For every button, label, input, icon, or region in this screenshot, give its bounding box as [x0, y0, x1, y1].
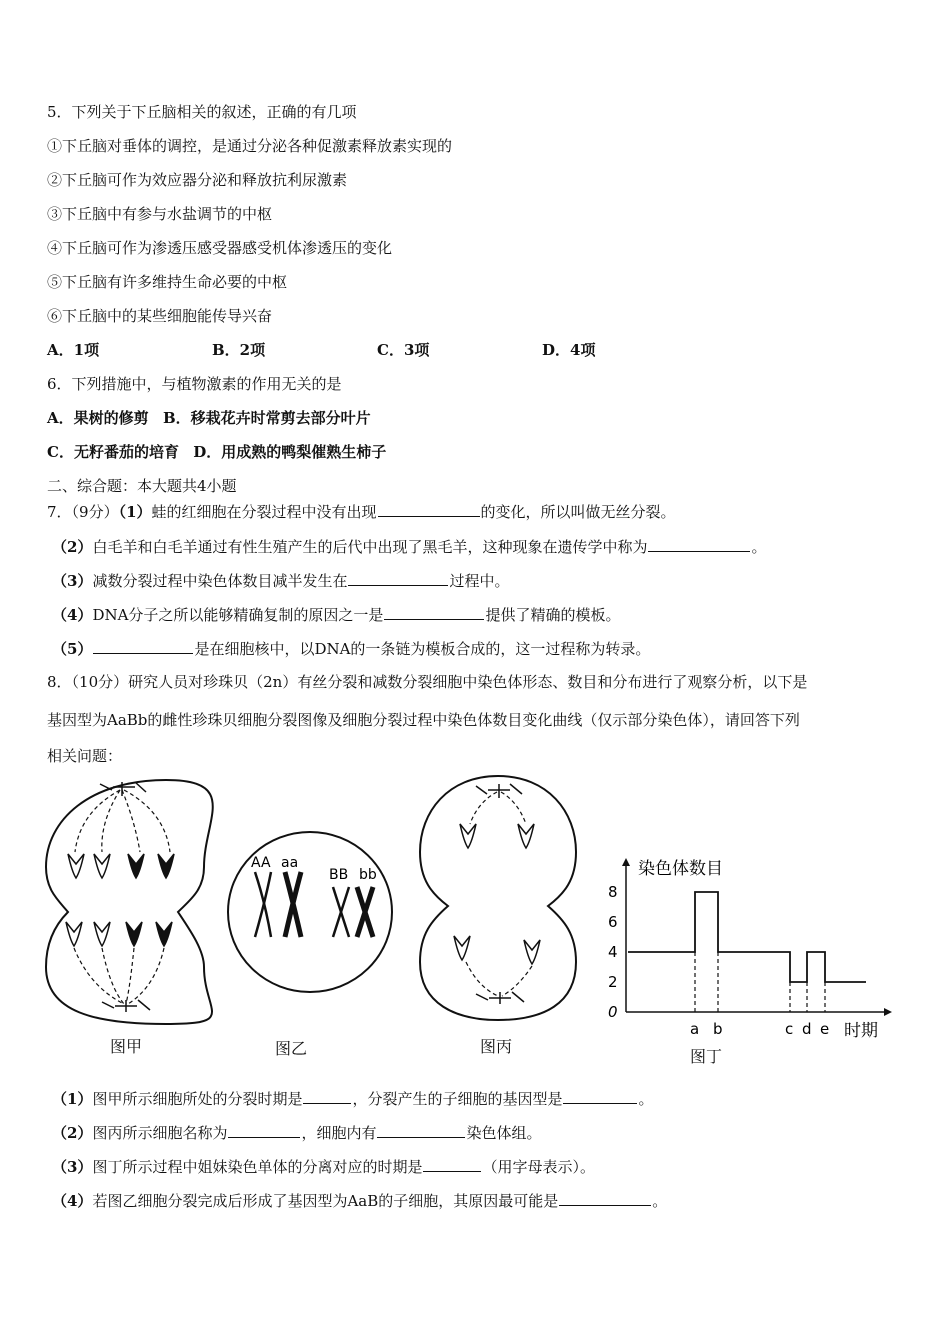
q8-p1-text: ，分裂产生的子细胞的基因型是 [352, 1090, 563, 1108]
q8-p4-label: （4） [52, 1192, 93, 1210]
q5-item: ⑤下丘脑有许多维持生命必要的中枢 [47, 273, 288, 291]
q8-part-1 [52, 1088, 653, 1109]
centrosome-bottom [102, 1000, 150, 1012]
x-tick-label: c [785, 1020, 794, 1038]
q6-options-ab [47, 408, 371, 428]
chromosome [460, 824, 476, 848]
answer-blank[interactable] [348, 570, 448, 586]
q8-num: 8． [47, 673, 72, 691]
q7-p1-label: （1） [118, 503, 152, 521]
q6-options-cd [47, 442, 386, 462]
q7-p4-text: DNA分子之所以能够精确复制的原因之一是 [92, 606, 384, 624]
spindle-fibers-bottom [466, 962, 532, 996]
q8-p3-text: （用字母表示）。 [482, 1158, 595, 1176]
q7-part-2 [52, 536, 766, 557]
figure-caption-bing: 图丙 [480, 1037, 513, 1056]
q8-stem-line1 [47, 672, 807, 692]
answer-blank[interactable] [648, 536, 750, 552]
q7-p2-text: 白毛羊和白毛羊通过有性生殖产生的后代中出现了黑毛羊，这种现象在遗传学中称为 [92, 538, 648, 556]
spindle-fibers-top [470, 792, 526, 824]
q5-option-b: B．2项 [212, 341, 266, 359]
chromosome-pair-A [255, 872, 271, 937]
q7-p3-text: 过程中。 [449, 572, 510, 590]
centrosome-bottom [476, 992, 524, 1004]
cell-yi [228, 832, 392, 992]
q6-option-b: B．移栽花卉时常剪去部分叶片 [162, 409, 371, 427]
x-tick-label: b [713, 1020, 723, 1038]
q8-stem-line2: 基因型为AaBb的雌性珍珠贝细胞分裂图像及细胞分裂过程中染色体数目变化曲线（仅示部分染色体），请回答下列 [47, 711, 800, 729]
answer-blank[interactable] [384, 604, 484, 620]
q8-p3-text: 图丁所示过程中姐妹染色单体的分离对应的时期是 [92, 1158, 423, 1176]
centrosome-top [476, 784, 522, 798]
q8-p1-label: （1） [52, 1090, 93, 1108]
chromosome-pair-a [285, 872, 301, 937]
answer-blank[interactable] [303, 1088, 351, 1104]
figure-caption-yi: 图乙 [275, 1039, 308, 1058]
q8-p3-label: （3） [52, 1158, 93, 1176]
y-tick-label: 6 [608, 913, 618, 931]
q8-p2-text: 染色体组。 [466, 1124, 542, 1142]
q6-option-c: C．无籽番茄的培育 [47, 443, 179, 461]
q5-item: ②下丘脑可作为效应器分泌和释放抗利尿激素 [47, 171, 348, 189]
q8-p1-text: 图甲所示细胞所处的分裂时期是 [92, 1090, 303, 1108]
answer-blank[interactable] [559, 1190, 651, 1206]
q7-p2-text: 。 [751, 538, 767, 556]
q8-p2-label: （2） [52, 1124, 93, 1142]
cell-bing-membrane [420, 776, 576, 1020]
answer-blank[interactable] [563, 1088, 637, 1104]
q8-part-2 [52, 1122, 541, 1143]
q6-option-a: A．果树的修剪 [47, 409, 149, 427]
q7-num: 7． [47, 503, 72, 521]
q7-p4-label: （4） [52, 606, 93, 624]
gene-label-AA: AA [251, 855, 271, 871]
chromosome-count-chart [596, 850, 906, 1070]
chromosomes-bottom [66, 922, 172, 946]
q8-p4-text: 若图乙细胞分裂完成后形成了基因型为AaB的子细胞，其原因最可能是 [92, 1192, 559, 1210]
gene-label-bb: bb [359, 867, 377, 883]
chromosome-pair-b [357, 887, 373, 937]
q7-p3-label: （3） [52, 572, 93, 590]
answer-blank[interactable] [228, 1122, 300, 1138]
q8-p2-text: ，细胞内有 [301, 1124, 377, 1142]
q5-item: ④下丘脑可作为渗透压感受器感受机体渗透压的变化 [47, 239, 393, 257]
x-tick-label: e [820, 1020, 830, 1038]
q8-stem-line3: 相关问题： [47, 747, 123, 765]
x-axis-arrow [884, 1008, 892, 1016]
y-tick-label: 0 [608, 1003, 618, 1021]
chart-title: 染色体数目 [638, 859, 723, 879]
q7-part-4 [52, 604, 620, 625]
x-tick-label: d [802, 1020, 812, 1038]
q8-p2-text: 图丙所示细胞名称为 [92, 1124, 228, 1142]
spindle-fibers-top [75, 790, 170, 852]
answer-blank[interactable] [423, 1156, 481, 1172]
chart-xlabel: 时期 [844, 1021, 878, 1041]
q6-option-d: D．用成熟的鸭梨催熟生柿子 [193, 443, 387, 461]
q7-p5-text: 是在细胞核中，以DNA的一条链为模板合成的，这一过程称为转录。 [194, 640, 651, 658]
q5-item: ⑥下丘脑中的某些细胞能传导兴奋 [47, 307, 273, 325]
y-tick-label: 2 [608, 973, 618, 991]
figure-caption-ding: 图丁 [690, 1047, 723, 1066]
q8-part-4 [52, 1190, 667, 1211]
q7-part-1 [47, 501, 676, 522]
q8-part-3 [52, 1156, 595, 1177]
q5-option-c: C．3项 [377, 341, 430, 359]
cell-jia-membrane [46, 780, 213, 1024]
q8-stem: 研究人员对珍珠贝（2n）有丝分裂和减数分裂细胞中染色体形态、数目和分布进行了观察分析，以下是 [128, 673, 808, 691]
section-heading: 二、综合题：本大题共4小题 [47, 477, 237, 495]
q7-part-5 [52, 638, 650, 659]
series-line [628, 892, 866, 982]
q7-p1-text: 的变化，所以叫做无丝分裂。 [480, 503, 676, 521]
answer-blank[interactable] [93, 638, 193, 654]
y-tick-label: 8 [608, 883, 618, 901]
q7-p4-text: 提供了精确的模板。 [485, 606, 621, 624]
q5-item: ③下丘脑中有参与水盐调节的中枢 [47, 205, 273, 223]
q7-p1-text: 蛙的红细胞在分裂过程中没有出现 [151, 503, 377, 521]
gene-label-aa: aa [281, 855, 299, 871]
q5-options [47, 340, 595, 360]
chromosomes-top [68, 854, 174, 878]
q5-option-a: A．1项 [47, 341, 100, 359]
cell-bing [420, 776, 576, 1020]
q5-stem: 5．下列关于下丘脑相关的叙述，正确的有几项 [47, 103, 357, 121]
q7-p3-text: 减数分裂过程中染色体数目减半发生在 [92, 572, 348, 590]
x-tick-label: a [690, 1020, 700, 1038]
q5-item: ①下丘脑对垂体的调控，是通过分泌各种促激素释放素实现的 [47, 137, 453, 155]
gene-label-BB: BB [329, 867, 349, 883]
q8-p4-text: 。 [652, 1192, 668, 1210]
cell-jia [46, 780, 213, 1024]
q7-score: （9分） [71, 503, 119, 521]
spindle-fibers-bottom [74, 948, 164, 1004]
answer-blank[interactable] [377, 1122, 465, 1138]
y-axis-arrow [622, 858, 630, 866]
chromosome-pair-B [333, 887, 349, 937]
q7-part-3 [52, 570, 509, 591]
y-tick-label: 4 [608, 943, 618, 961]
q8-score: （10分） [71, 673, 129, 691]
q5-option-d: D．4项 [542, 341, 596, 359]
cell-figures [40, 772, 600, 1032]
q7-p5-label: （5） [52, 640, 93, 658]
answer-blank[interactable] [378, 501, 480, 517]
chromosome [518, 824, 534, 848]
q8-p1-text: 。 [638, 1090, 654, 1108]
figure-caption-jia: 图甲 [110, 1037, 143, 1056]
chromosome [454, 936, 470, 960]
q6-stem: 6．下列措施中，与植物激素的作用无关的是 [47, 375, 342, 393]
q7-p2-label: （2） [52, 538, 93, 556]
chromosome [524, 940, 540, 964]
